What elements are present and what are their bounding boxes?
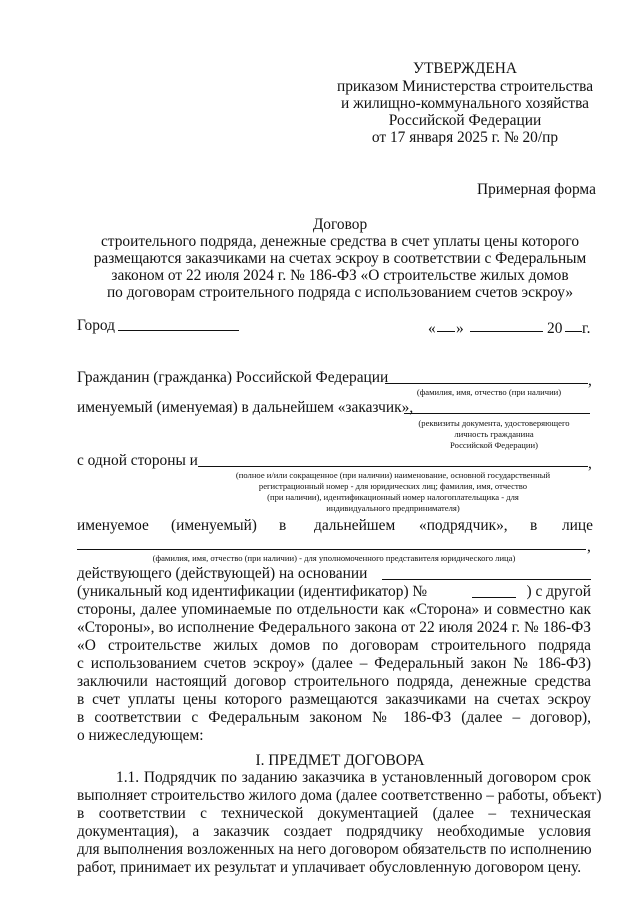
approval-line-4: от 17 января 2025 г. № 20/пр — [371, 129, 559, 146]
named-contractor-word-1: именуемое — [77, 517, 149, 534]
preamble-line-9: о нижеследующем: — [77, 727, 204, 744]
named-contractor-word-2: (именуемый) — [171, 517, 257, 534]
customer-doc-line[interactable] — [404, 413, 590, 414]
rep-hint: (фамилия, имя, отчество (при наличии) - для уполномоченного представителя юридического лица) — [152, 553, 516, 563]
section-1-heading: I. ПРЕДМЕТ ДОГОВОРА — [255, 752, 425, 769]
clause-1-1-line-4: документация), а заказчик создает подрядчику необходимые условия — [77, 823, 591, 840]
city-field-line[interactable] — [118, 330, 239, 331]
basis-line[interactable] — [382, 579, 591, 580]
doc-title-line-4: законом от 22 июля 2024 г. № 186-ФЗ «О строительстве жилых домов — [111, 267, 569, 284]
named-contractor-word-7: лице — [562, 517, 593, 534]
clause-1-1-line-6: работ, принимает их результат и уплачивает обусловленную договором цену. — [77, 859, 582, 876]
named-contractor-word-4: дальнейшем — [314, 517, 396, 534]
year-suffix: г. — [582, 320, 591, 337]
one-side-comma: , — [588, 455, 592, 472]
doc-hint-3: Российской Федерации) — [450, 440, 538, 450]
preamble-line-2: стороны, далее упоминаемые по отдельности как «Сторона» и совместно как — [77, 601, 591, 618]
clause-1-1-line-2: выполняет строительство жилого дома (далее соответственно – работы, объект) — [77, 787, 602, 804]
preamble-line-4: «О строительстве жилых домов по договорам строительного подряда — [77, 637, 591, 654]
acting-basis: действующего (действующей) на основании — [77, 565, 368, 582]
approval-line-2: и жилищно-коммунального хозяйства — [340, 95, 589, 112]
date-close-quote: » — [456, 320, 464, 337]
date-day-line[interactable] — [437, 331, 455, 332]
uik-open: (уникальный код идентификации (идентификатор) № — [77, 583, 428, 600]
date-month-line[interactable] — [470, 331, 543, 332]
doc-title-line-1: Договор — [312, 216, 368, 233]
date-open-quote: « — [428, 320, 436, 337]
preamble-line-7: в счет уплаты цены которого размещаются заказчиками на счетах эскроу — [77, 691, 591, 708]
doc-hint-1: (реквизиты документа, удостоверяющего — [418, 418, 570, 428]
preamble-line-8: в соответствии с Федеральным законом № 186-ФЗ (далее – договор), — [77, 709, 591, 726]
doc-title-line-3: размещаются заказчиками на счетах эскроу в соответствии с Федеральным — [93, 250, 587, 267]
one-side-label: с одной стороны и — [77, 452, 198, 469]
doc-hint-2: личность гражданина — [454, 429, 534, 439]
preamble-line-3: «Стороны», во исполнение Федерального закона от 22 июля 2024 г. № 186-ФЗ — [77, 619, 591, 636]
named-contractor-word-3: в — [279, 517, 287, 534]
clause-1-1-line-1: 1.1. Подрядчик по заданию заказчика в установленный договором срок — [116, 769, 591, 786]
year-prefix: 20 — [547, 320, 563, 337]
clause-1-1-line-3: в соответствии с технической документацией (далее – техническая — [77, 805, 591, 822]
uik-close: ) с другой — [526, 583, 591, 600]
contractor-hint-3: (при наличии), идентификационный номер налогоплательщика - для — [267, 492, 519, 502]
contractor-hint-1: (полное и/или сокращенное (при наличии) наименование, основной государственный — [235, 470, 551, 480]
named-contractor-word-6: в — [530, 517, 538, 534]
contractor-hint-4: индивидуального предпринимателя) — [326, 503, 460, 513]
approval-line-3: Российской Федерации — [388, 112, 542, 129]
clause-1-1-line-5: для выполнения возложенных на него договором обязательств по исполнению — [77, 841, 592, 858]
doc-title-line-2: строительного подряда, денежные средства в счет уплаты цены которого — [100, 233, 580, 250]
date-year-line[interactable] — [565, 331, 582, 332]
contractor-name-line[interactable] — [198, 466, 588, 467]
doc-title-line-5: по договорам строительного подряда с использованием счетов эскроу» — [106, 284, 574, 301]
approval-title: УТВЕРЖДЕНА — [413, 60, 517, 77]
preamble-line-5: с использованием счетов эскроу» (далее – Федеральный закон № 186-ФЗ) — [77, 655, 591, 672]
form-label: Примерная форма — [477, 181, 596, 198]
city-label: Город — [77, 317, 116, 334]
representative-line[interactable] — [77, 549, 586, 550]
rep-comma: , — [587, 538, 591, 555]
approval-line-1: приказом Министерства строительства — [336, 78, 594, 95]
contractor-hint-2: регистрационный номер - для юридических лиц; фамилия, имя, отчество — [258, 481, 528, 491]
citizen-label: Гражданин (гражданка) Российской Федерации — [77, 369, 389, 386]
citizen-comma: , — [588, 372, 592, 389]
preamble-line-6: заключили настоящий договор строительного подряда, денежные средства — [77, 673, 591, 690]
named-customer: именуемый (именуемая) в дальнейшем «заказчик», — [77, 399, 414, 416]
named-contractor-word-5: «подрядчик», — [419, 517, 508, 534]
uik-number-line[interactable] — [472, 597, 516, 598]
citizen-hint: (фамилия, имя, отчество (при наличии) — [416, 387, 562, 397]
citizen-name-line[interactable] — [385, 383, 588, 384]
